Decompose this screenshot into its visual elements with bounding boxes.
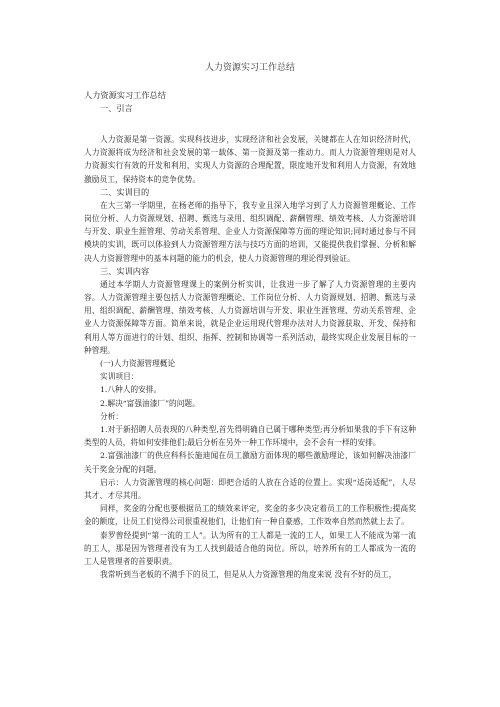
project-item-2: 2.解决“富强油漆厂”的问题。 (100, 398, 200, 408)
project-label: 实训项目： (100, 372, 139, 382)
paragraph-intro: 人力资源是第一资源。实现科技进步，实现经济和社会发展，关键都在人在知识经济时代，人力资源将成为经济和社会发展的第一载体、第一资源及第一推动力。而人力资源管理则是对人力资源实行有效的开发和利用，实现人力资源的合理配置，限度地开发和利用人力资源，有效地激励员工，保持资本的竞争优势。 (84, 135, 416, 184)
project-item-1: 1.八种人的安排。 (100, 385, 162, 395)
paragraph-content: 通过本学期人力资源管理课上的案例分析实训，让我进一步了解了人力资源管理的主要内容。人力资源管理主要包括人力资源管理概论、工作岗位分析、人力资源规划、招聘、甄选与录用、组织调配、薪酬管理、绩效考核、人力资源培训与开发、职业生涯管理、劳动关系管理、企业人力资源保障等方面。简单来说，就是企业运用现代管理办法对人力资源获取、开发、保持和利用人等方面进行的计划、组织、指挥、控制和协调等一系列活动，最终实现企业发展目标的一种管理。 (84, 279, 416, 355)
document-subtitle: 人力资源实习工作总结 (84, 90, 166, 100)
paragraph-closing: 我常听到当老板的不满手下的员工，但是从人力资源管理的角度来说 没有不好的员工， (100, 570, 397, 580)
section-heading-purpose: 二、实训目的 (100, 186, 150, 197)
analysis-label: 分析： (100, 411, 124, 421)
subsection-heading-overview: (一)人力资源管理概论 (100, 359, 176, 369)
paragraph-insight: 启示：人力资源管理的核心问题：即把合适的人放在合适的位置上。实现“适岗适配”，人尽其才、才尽其用。 (84, 477, 416, 501)
spacer (84, 115, 416, 133)
section-heading-content: 三、实训内容 (100, 265, 150, 276)
section-heading-intro: 一、引言 (100, 103, 133, 113)
document-title: 人力资源实习工作总结 (204, 63, 295, 73)
paragraph-bonus: 同样，奖金的分配也要根据员工的绩效来评定，奖金的多少决定着员工的工作积极性;提高奖金的额度，让员工们觉得公司很重视他们，让他们有一种自豪感，工作效率自然而然就上去了。 (84, 504, 416, 527)
analysis-item-1: 1.对于新招聘人员表现的八种类型,首先得明确自已属于哪种类型;再分析如果我的手下有这种类型的人员，将如何安排他们;最后分析在另外一种工作环境中，会不会有一样的安排。 (84, 425, 416, 448)
analysis-item-2: 2.富强油漆厂的供应科科长施迪闻在员工激励方面体现的哪些激励理论，该如何解决油漆厂关于奖金分配的问题。 (84, 451, 416, 474)
paragraph-taylor: 泰罗曾经提到“第一流的工人”。认为所有的工人都是一流的工人，如果工人不能成为第一流的工人，那是因为管理者没有为工人找到最适合他的岗位。所以，培养所有的工人都成为一流的工人是管理者的首要职责。 (84, 530, 416, 567)
paragraph-purpose: 在大三第一学期里，在杨老师的指导下，我专业且深入地学习到了人力资源管理概论、工作岗位分析、人力资源规划、招聘、甄选与录用、组织调配、薪酬管理、绩效考核、人力资源培训与开发、职业生涯管理、劳动关系管理、企业人力资源保障等方面的理论知识;同时通过参与不同模块的实训，既可以体验到人力资源管理方法与技巧方面的培训，又能提供我们掌握、分析和解决人力资源管理中的基本问题的能力的机会，使人力资源管理的理论得到验证。 (84, 200, 416, 263)
